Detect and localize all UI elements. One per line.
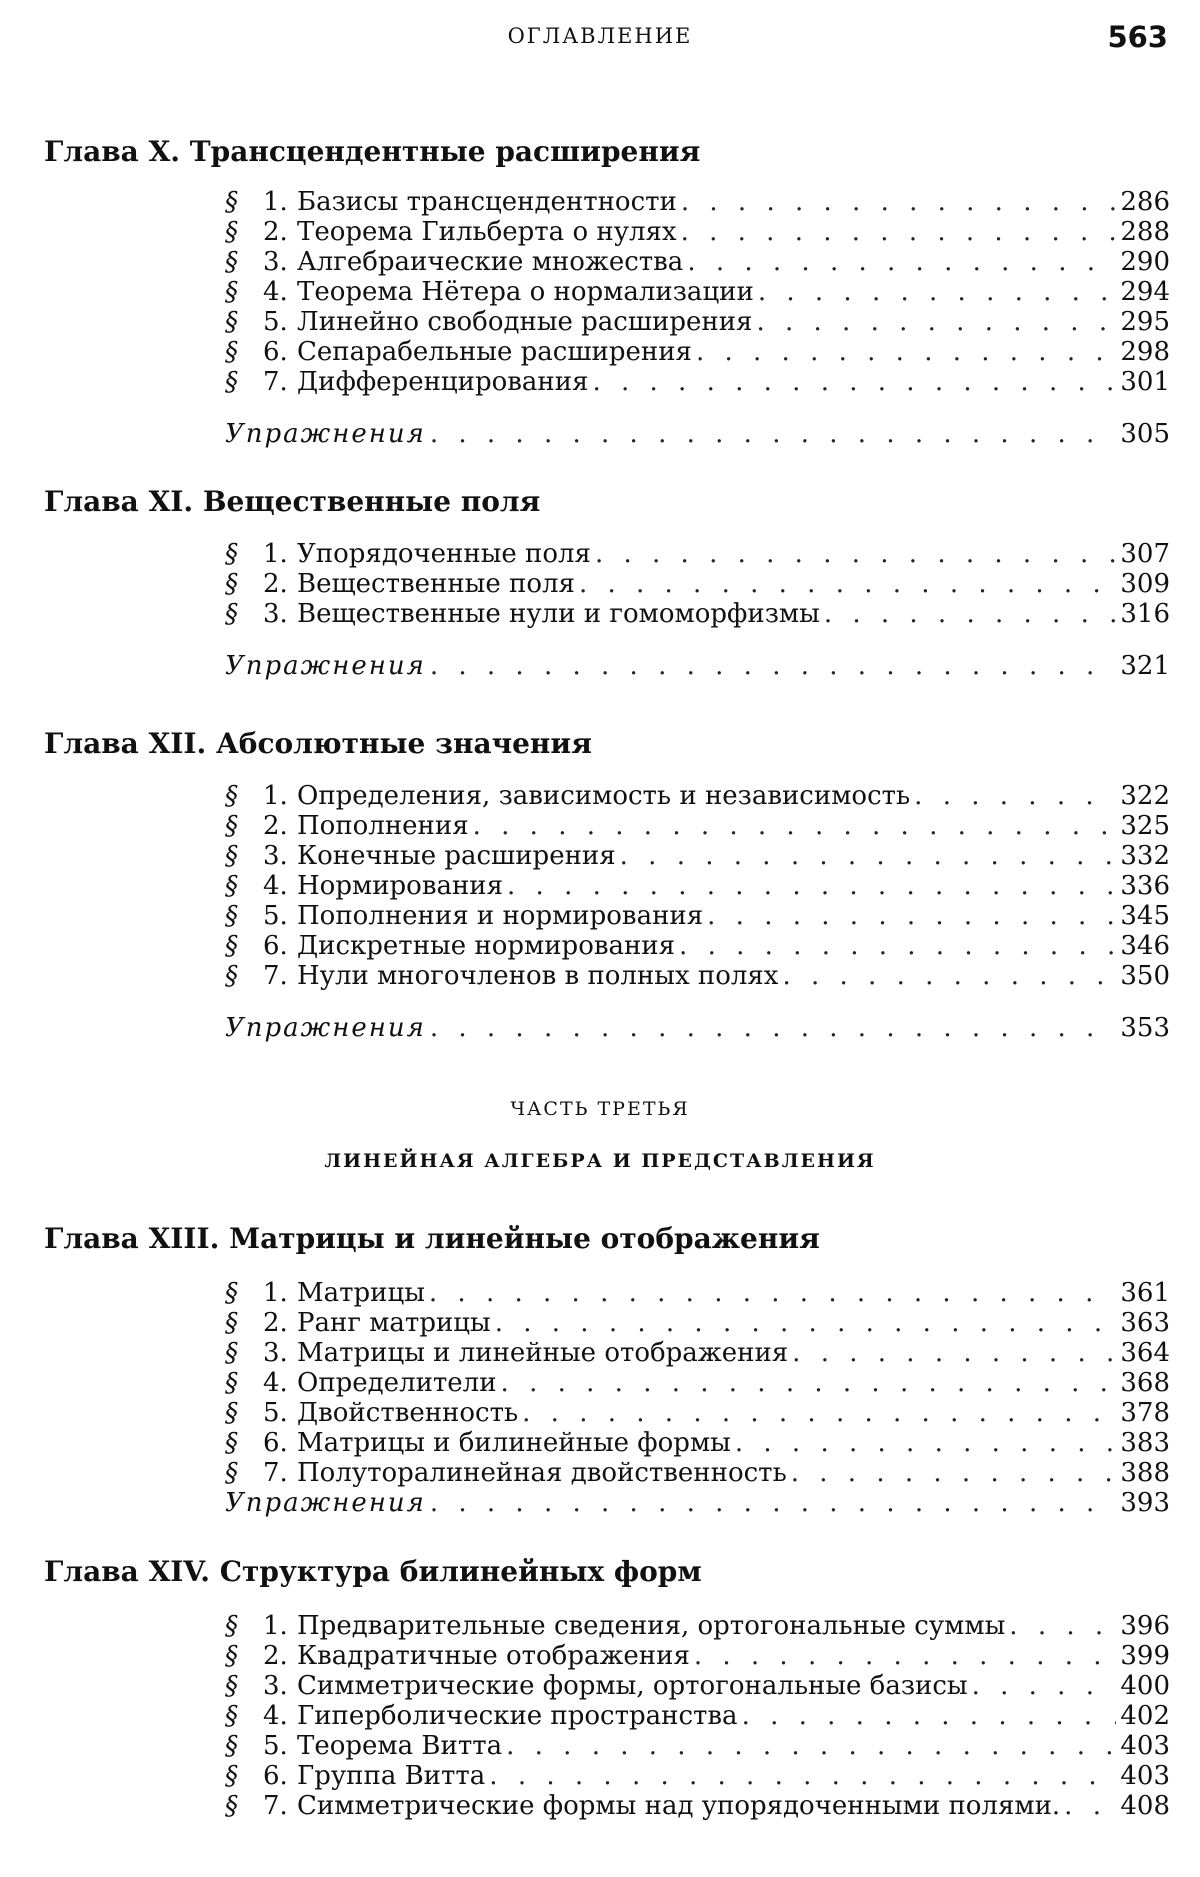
section-title: Определители [297, 1368, 497, 1398]
exercises-page: 321 [1120, 651, 1170, 681]
section-sign: § [225, 539, 263, 569]
section-sign: § [225, 871, 263, 901]
section-list [225, 781, 1170, 1043]
dot-leader [595, 539, 1116, 569]
section-sign: § [225, 569, 263, 599]
exercises-entry[interactable] [225, 1013, 1170, 1043]
part-label: ЧАСТЬ ТРЕТЬЯ [0, 1098, 1200, 1120]
section-number: 4. [263, 1701, 297, 1731]
exercises-entry[interactable] [225, 1488, 1170, 1518]
chapter-title: Глава XII. Абсолютные значения [44, 727, 1200, 761]
dot-leader [687, 247, 1116, 277]
section-number: 1. [263, 539, 297, 569]
section-title: Матрицы [297, 1278, 425, 1308]
section-page: 383 [1120, 1428, 1170, 1458]
section-number: 7. [263, 961, 297, 991]
section-number: 4. [263, 277, 297, 307]
section-title: Дифференцирования [297, 367, 588, 397]
section-sign: § [225, 1611, 263, 1641]
toc-entry[interactable] [225, 599, 1170, 629]
section-page: 298 [1120, 337, 1170, 367]
dot-leader [1064, 1791, 1116, 1821]
section-number: 6. [263, 337, 297, 367]
section-title: Квадратичные отображения [297, 1641, 690, 1671]
section-page: 403 [1120, 1731, 1170, 1761]
section-page: 396 [1120, 1611, 1170, 1641]
dot-leader [735, 1428, 1116, 1458]
section-number: 3. [263, 599, 297, 629]
dot-leader [592, 367, 1116, 397]
section-number: 4. [263, 871, 297, 901]
section-number: 5. [263, 307, 297, 337]
section-sign: § [225, 811, 263, 841]
section-number: 2. [263, 1641, 297, 1671]
dot-leader [430, 651, 1117, 681]
toc-entry[interactable] [225, 307, 1170, 337]
toc-entry[interactable] [225, 1428, 1170, 1458]
section-number: 6. [263, 1761, 297, 1791]
exercises-page: 353 [1120, 1013, 1170, 1043]
exercises-title: Упражнения [225, 651, 426, 681]
section-number: 5. [263, 1398, 297, 1428]
section-title: Теорема Витта [297, 1731, 502, 1761]
section-sign: § [225, 599, 263, 629]
section-page: 316 [1120, 599, 1170, 629]
section-page: 322 [1120, 781, 1170, 811]
dot-leader [430, 1013, 1117, 1043]
section-title: Линейно свободные расширения [297, 307, 752, 337]
chapter-title: Глава XI. Вещественные поля [44, 485, 1200, 519]
section-number: 1. [263, 1278, 297, 1308]
toc-entry[interactable] [225, 1398, 1170, 1428]
running-title: ОГЛАВЛЕНИЕ [0, 24, 1200, 48]
toc-entry[interactable] [225, 1641, 1170, 1671]
section-number: 1. [263, 187, 297, 217]
dot-leader [679, 931, 1116, 961]
section-title: Ранг матрицы [297, 1308, 491, 1338]
section-sign: § [225, 931, 263, 961]
section-page: 361 [1120, 1278, 1170, 1308]
toc-entry[interactable] [225, 1761, 1170, 1791]
section-page: 301 [1120, 367, 1170, 397]
section-number: 3. [263, 841, 297, 871]
section-number: 6. [263, 1428, 297, 1458]
dot-leader [696, 337, 1116, 367]
exercises-page: 305 [1120, 419, 1170, 449]
section-title: Симметрические формы, ортогональные базисы [297, 1671, 968, 1701]
exercises-entry[interactable] [225, 419, 1170, 449]
toc-entry[interactable] [225, 1308, 1170, 1338]
dot-leader [430, 419, 1117, 449]
section-title: Вещественные поля [297, 569, 575, 599]
section-title: Пополнения и нормирования [297, 901, 703, 931]
section-title: Базисы трансцендентности [297, 187, 677, 217]
section-title: Сепарабельные расширения [297, 337, 692, 367]
page-number: 563 [1107, 20, 1168, 54]
section-page: 288 [1120, 217, 1170, 247]
exercises-title: Упражнения [225, 1013, 426, 1043]
section-page: 295 [1120, 307, 1170, 337]
toc-entry[interactable] [225, 569, 1170, 599]
toc-entry[interactable] [225, 277, 1170, 307]
dot-leader [792, 1338, 1116, 1368]
section-number: 7. [263, 1791, 297, 1821]
section-title: Алгебраические множества [297, 247, 683, 277]
section-title: Конечные расширения [297, 841, 616, 871]
section-title: Двойственность [297, 1398, 518, 1428]
section-number: 5. [263, 1731, 297, 1761]
section-title: Определения, зависимость и независимость [297, 781, 910, 811]
section-sign: § [225, 1308, 263, 1338]
section-page: 403 [1120, 1761, 1170, 1791]
dot-leader [507, 871, 1116, 901]
exercises-title: Упражнения [225, 419, 426, 449]
toc-entry[interactable] [225, 367, 1170, 397]
section-page: 400 [1120, 1671, 1170, 1701]
chapter-title: Глава X. Трансцендентные расширения [44, 135, 1200, 169]
chapter-title: Глава XIV. Структура билинейных форм [44, 1555, 1200, 1589]
section-number: 2. [263, 217, 297, 247]
section-number: 4. [263, 1368, 297, 1398]
section-title: Пополнения [297, 811, 469, 841]
section-page: 402 [1120, 1701, 1170, 1731]
toc-entry[interactable] [225, 1278, 1170, 1308]
section-sign: § [225, 1791, 263, 1821]
section-number: 7. [263, 367, 297, 397]
toc-entry[interactable] [225, 1611, 1170, 1641]
section-number: 2. [263, 1308, 297, 1338]
section-page: 350 [1120, 961, 1170, 991]
section-title: Нули многочленов в полных полях [297, 961, 778, 991]
dot-leader [1009, 1611, 1116, 1641]
section-page: 408 [1120, 1791, 1170, 1821]
dot-leader [694, 1641, 1117, 1671]
dot-leader [972, 1671, 1117, 1701]
section-sign: § [225, 1731, 263, 1761]
toc-entry[interactable] [225, 961, 1170, 991]
section-title: Нормирования [297, 871, 503, 901]
section-sign: § [225, 1398, 263, 1428]
section-number: 1. [263, 781, 297, 811]
part-title: ЛИНЕЙНАЯ АЛГЕБРА И ПРЕДСТАВЛЕНИЯ [0, 1150, 1200, 1172]
section-page: 294 [1120, 277, 1170, 307]
section-sign: § [225, 1428, 263, 1458]
section-page: 307 [1120, 539, 1170, 569]
dot-leader [473, 811, 1117, 841]
section-number: 3. [263, 247, 297, 277]
section-page: 364 [1120, 1338, 1170, 1368]
section-title: Симметрические формы над упорядоченными полями. [297, 1791, 1060, 1821]
section-sign: § [225, 337, 263, 367]
dot-leader [756, 307, 1116, 337]
section-sign: § [225, 841, 263, 871]
dot-leader [742, 1701, 1117, 1731]
chapter-xi [0, 485, 1200, 681]
toc-entry[interactable] [225, 187, 1170, 217]
dot-leader [782, 961, 1116, 991]
section-page: 388 [1120, 1458, 1170, 1488]
dot-leader [791, 1458, 1117, 1488]
section-sign: § [225, 187, 263, 217]
section-sign: § [225, 1671, 263, 1701]
dot-leader [495, 1308, 1117, 1338]
exercises-page: 393 [1120, 1488, 1170, 1518]
toc-entry[interactable] [225, 337, 1170, 367]
section-title: Предварительные сведения, ортогональные суммы [297, 1611, 1005, 1641]
dot-leader [522, 1398, 1116, 1428]
section-page: 378 [1120, 1398, 1170, 1428]
section-sign: § [225, 247, 263, 277]
section-sign: § [225, 1368, 263, 1398]
toc-entry[interactable] [225, 931, 1170, 961]
dot-leader [429, 1278, 1116, 1308]
section-page: 286 [1120, 187, 1170, 217]
section-sign: § [225, 1338, 263, 1368]
toc-entry[interactable] [225, 1791, 1170, 1821]
section-title: Группа Витта [297, 1761, 485, 1791]
toc-entry[interactable] [225, 1671, 1170, 1701]
section-title: Полуторалинейная двойственность [297, 1458, 787, 1488]
section-sign: § [225, 367, 263, 397]
dot-leader [681, 187, 1117, 217]
section-sign: § [225, 217, 263, 247]
section-title: Вещественные нули и гомоморфизмы [297, 599, 820, 629]
section-title: Теорема Гильберта о нулях [297, 217, 677, 247]
section-page: 345 [1120, 901, 1170, 931]
section-page: 290 [1120, 247, 1170, 277]
toc-entry[interactable] [225, 1731, 1170, 1761]
toc-entry[interactable] [225, 901, 1170, 931]
running-head [0, 22, 1200, 62]
toc-entry[interactable] [225, 1701, 1170, 1731]
section-sign: § [225, 901, 263, 931]
section-title: Теорема Нётера о нормализации [297, 277, 754, 307]
section-sign: § [225, 1701, 263, 1731]
exercises-entry[interactable] [225, 651, 1170, 681]
section-list [225, 1278, 1170, 1518]
dot-leader [824, 599, 1117, 629]
section-page: 325 [1120, 811, 1170, 841]
section-page: 309 [1120, 569, 1170, 599]
toc-entry[interactable] [225, 871, 1170, 901]
dot-leader [579, 569, 1116, 599]
section-sign: § [225, 1641, 263, 1671]
toc-entry[interactable] [225, 247, 1170, 277]
section-number: 2. [263, 811, 297, 841]
toc-entry[interactable] [225, 1368, 1170, 1398]
dot-leader [489, 1761, 1116, 1791]
dot-leader [501, 1368, 1117, 1398]
section-sign: § [225, 1278, 263, 1308]
section-number: 7. [263, 1458, 297, 1488]
section-sign: § [225, 307, 263, 337]
chapter-xii [0, 727, 1200, 1043]
section-list [225, 539, 1170, 681]
section-title: Упорядоченные поля [297, 539, 591, 569]
toc-entry[interactable] [225, 1458, 1170, 1488]
dot-leader [914, 781, 1116, 811]
dot-leader [707, 901, 1116, 931]
section-page: 346 [1120, 931, 1170, 961]
dot-leader [506, 1731, 1116, 1761]
section-sign: § [225, 781, 263, 811]
toc-entry[interactable] [225, 781, 1170, 811]
section-page: 363 [1120, 1308, 1170, 1338]
chapter-title: Глава XIII. Матрицы и линейные отображения [44, 1222, 1200, 1256]
section-sign: § [225, 1458, 263, 1488]
section-list [225, 187, 1170, 449]
section-list [225, 1611, 1170, 1821]
toc-entry[interactable] [225, 841, 1170, 871]
section-title: Дискретные нормирования [297, 931, 675, 961]
section-number: 5. [263, 901, 297, 931]
section-page: 332 [1120, 841, 1170, 871]
chapter-x [0, 135, 1200, 449]
section-page: 368 [1120, 1368, 1170, 1398]
section-title: Матрицы и билинейные формы [297, 1428, 731, 1458]
section-sign: § [225, 1761, 263, 1791]
section-title: Матрицы и линейные отображения [297, 1338, 788, 1368]
chapter-xiii [0, 1222, 1200, 1518]
section-sign: § [225, 961, 263, 991]
dot-leader [681, 217, 1117, 247]
exercises-title: Упражнения [225, 1488, 426, 1518]
dot-leader [430, 1488, 1117, 1518]
section-number: 3. [263, 1338, 297, 1368]
section-number: 3. [263, 1671, 297, 1701]
section-sign: § [225, 277, 263, 307]
section-number: 1. [263, 1611, 297, 1641]
section-title: Гиперболические пространства [297, 1701, 738, 1731]
toc-entry[interactable] [225, 1338, 1170, 1368]
section-page: 336 [1120, 871, 1170, 901]
dot-leader [620, 841, 1117, 871]
section-number: 6. [263, 931, 297, 961]
toc-entry[interactable] [225, 811, 1170, 841]
dot-leader [758, 277, 1117, 307]
toc-entry[interactable] [225, 539, 1170, 569]
section-number: 2. [263, 569, 297, 599]
chapter-xiv [0, 1555, 1200, 1821]
section-page: 399 [1120, 1641, 1170, 1671]
toc-entry[interactable] [225, 217, 1170, 247]
